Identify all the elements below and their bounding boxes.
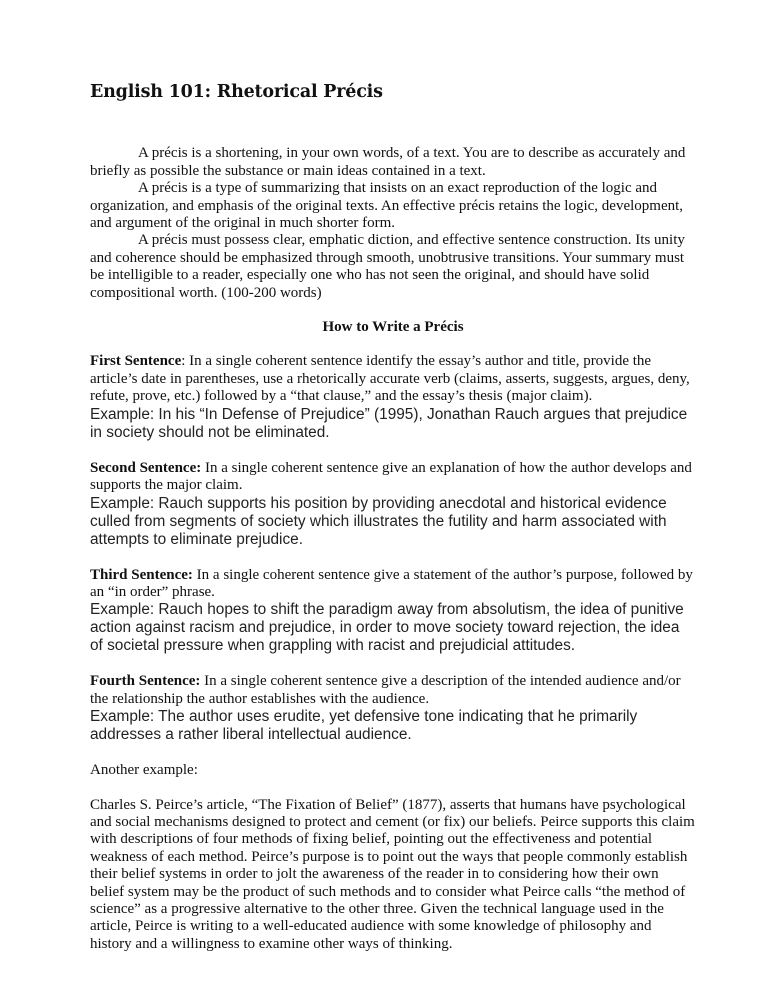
instruction: [90, 460, 696, 495]
instruction-label: Third Sentence:: [90, 566, 193, 583]
example-text: Example: Rauch supports his position by providing anecdotal and historical evidence culled from segments of society which illustrates the futility and harm associated with attempts to eliminate prejudice.: [90, 494, 667, 548]
instruction-text: In a single coherent sentence give a description of the intended audience and/or the relationship the author establishes with the audience.: [90, 673, 681, 707]
instruction-text: In a single coherent sentence give a statement of the author’s purpose, followed by an “in order” phrase.: [90, 566, 693, 600]
another-example-text: Charles S. Peirce’s article, “The Fixation of Belief” (1877), asserts that humans have psychological and social mechanisms designed to protect and cement (or fix) our beliefs. Peirce supports this claim with descriptions of four methods of fixing belief, pointing out the effectiveness and potential weakness of each method. Peirce’s purpose is to point out the ways that people commonly establish their belief systems in order to jolt the awareness of the reader in to considering how their own belief system may be the product of such methods and to consider what Peirce calls “the method of science” as a progressive alternative to the other three. Given the technical language used in the article, Peirce is writing to a well-educated audience with some knowledge of philosophy and history and a willingness to examine other ways of thinking.: [90, 796, 695, 952]
intro-paragraph: A précis must possess clear, emphatic diction, and effective sentence construction. Its unity and coherence should be emphasized through smooth, unobtrusive transitions. Your summary must be intelligible to a reader, especially one who has not seen the original, and should have solid compositional worth. (100-200 words): [90, 232, 685, 301]
instruction-label: Second Sentence:: [90, 459, 202, 476]
example-text: Example: In his “In Defense of Prejudice” (1995), Jonathan Rauch argues that prejudice in society should not be eliminated.: [90, 405, 688, 441]
example-text: Example: The author uses erudite, yet defensive tone indicating that he primarily addresses a rather liberal intellectual audience.: [90, 708, 638, 744]
instruction-text: : In a single coherent sentence identify the essay’s author and title, provide the article’s date in parentheses, use a rhetorically accurate verb (claims, asserts, suggests, argues, deny, refute, prove, etc.) followed by a “that clause,” and the essay’s thesis (major claim).: [90, 353, 690, 405]
intro-paragraph: A précis is a shortening, in your own words, of a text. You are to describe as accurately and briefly as possible the substance or main ideas contained in a text.: [90, 145, 686, 179]
instruction-label: First Sentence: [90, 353, 182, 370]
instruction: [90, 567, 696, 602]
example-text: Example: Rauch hopes to shift the paradigm away from absolutism, the idea of punitive action against racism and prejudice, in order to move society toward rejection, the idea of societal pressure when grappling with racist and prejudicial attitudes.: [90, 601, 684, 655]
second-sentence-section: [90, 460, 696, 549]
document-page: [90, 84, 696, 953]
third-sentence-section: [90, 567, 696, 656]
intro-paragraph: A précis is a type of summarizing that insists on an exact reproduction of the logic and organization, and emphasis of the original texts. An effective précis retains the logic, development, and argument of the original in much shorter form.: [90, 180, 684, 232]
instruction: [90, 353, 696, 405]
instruction-text: In a single coherent sentence give an explanation of how the author develops and supports the major claim.: [90, 459, 692, 494]
fourth-sentence-section: [90, 673, 696, 744]
first-sentence-section: [90, 353, 696, 441]
instruction-label: Fourth Sentence:: [90, 673, 201, 690]
instruction: [90, 673, 696, 708]
another-example-label: Another example:: [90, 762, 198, 779]
document-title: English 101: Rhetorical Précis: [90, 82, 383, 102]
section-heading: How to Write a Précis: [322, 319, 464, 336]
